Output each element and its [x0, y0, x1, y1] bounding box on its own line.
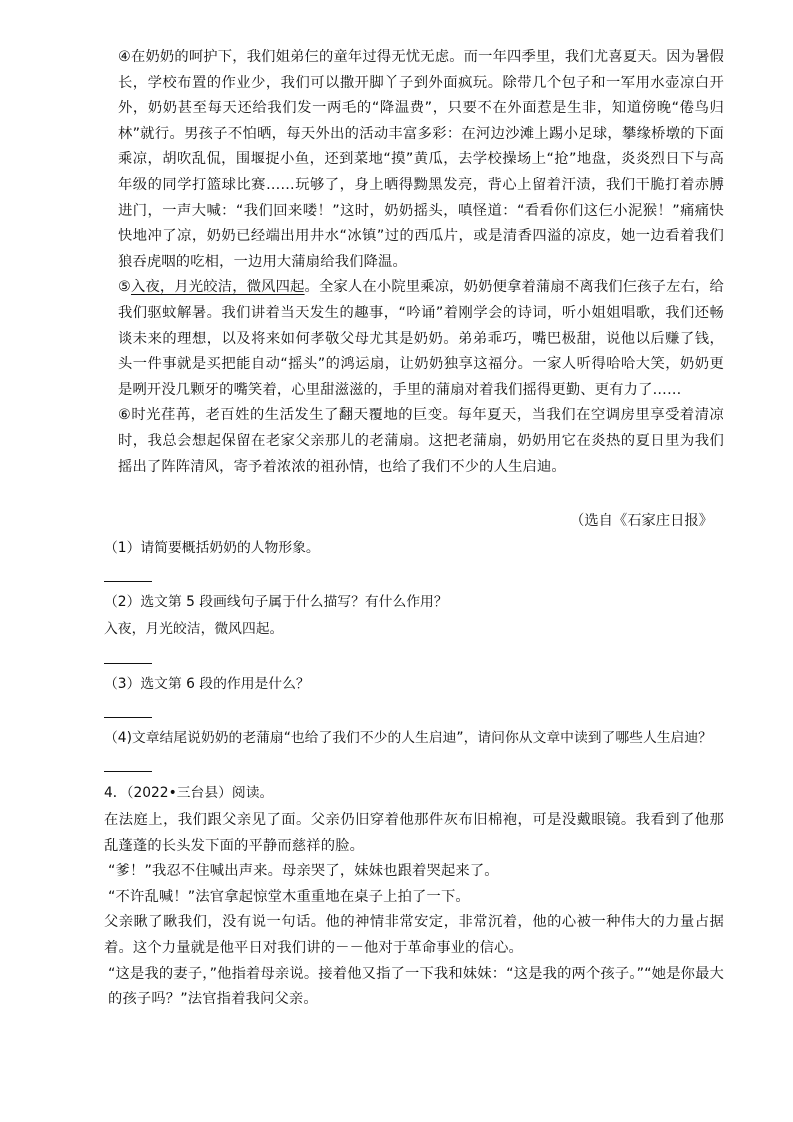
paragraph-5-number: ⑤	[118, 279, 131, 296]
passage-paragraph-5: “这是我的妻子，”他指着母亲说。接着他又指了一下我和妹妹：“这是我的两个孩子。”“她是你最大的孩子吗？”法官指着我问父亲。	[108, 965, 724, 1008]
paragraph-5	[104, 275, 724, 403]
question-1: （1）请简要概括奶奶的人物形象。	[104, 540, 320, 556]
paragraph-6: ⑥时光荏苒，老百姓的生活发生了翻天覆地的巨变。每年夏天，当我们在空调房里享受着清凉时，我总会想起保留在老家父亲那儿的老蒲扇。这把老蒲扇，奶奶用它在炎热的夏日里为我们摇出了阵阵清风，寄予着浓浓的祖孙情，也给了我们不少的人生启迪。	[118, 407, 724, 475]
next-passage	[104, 808, 724, 1013]
passage-paragraph-4: 父亲瞅了瞅我们，没有说一句话。他的神情非常安定，非常沉着，他的心被一种伟大的力量占据着。这个力量就是他平日对我们讲的－－他对于革命事业的信心。	[104, 914, 724, 956]
underlined-sentence: 入夜，月光皎洁，微风四起	[130, 279, 305, 296]
passage-paragraph-1: 在法庭上，我们跟父亲见了面。父亲仍旧穿着他那件灰布旧棉袍，可是没戴眼镜。我看到了他那乱蓬蓬的长头发下面的平静而慈祥的脸。	[104, 812, 724, 854]
question-3: （3）选文第 6 段的作用是什么？	[104, 676, 310, 692]
section-heading: 4．（2022•三台县）阅读。	[104, 785, 274, 801]
article-body	[104, 45, 724, 480]
passage-paragraph-2: “爹！”我忍不住喊出声来。母亲哭了，妹妹也跟着哭起来了。	[108, 863, 499, 880]
question-4: （4)文章结尾说奶奶的老蒲扇“也给了我们不少的人生启迪”，请问你从文章中读到了哪些人生启迪？	[104, 730, 712, 746]
question-2: （2）选文第 5 段画线句子属于什么描写？有什么作用？	[104, 594, 448, 610]
paragraph-5-text: 。全家人在小院里乘凉，奶奶便拿着蒲扇不离我们仨孩子左右，给我们驱蚊解暑。我们讲着当天发生的趣事，“吟诵”着刚学会的诗词，听小姐姐唱歌，我们还畅谈未来的理想，以及将来如何孝敬父母尤其是奶奶。弟弟乖巧，嘴巴极甜，说他以后赚了钱，头一件事就是买把能自动“摇头”的鸿运扇，让奶奶独享这福分。一家人听得哈哈大笑，奶奶更是咧开没几颗牙的嘴笑着，心里甜滋滋的，手里的蒲扇对着我们摇得更勤、更有力了……	[118, 279, 724, 398]
question-2-quote: 入夜，月光皎洁，微风四起。	[104, 621, 284, 637]
answer-blank-3[interactable]	[104, 717, 152, 718]
source-citation: （选自《石家庄日报》	[570, 513, 713, 529]
passage-paragraph-3: “不许乱喊！”法官拿起惊堂木重重地在桌子上拍了一下。	[108, 888, 470, 905]
paragraph-4: ④在奶奶的呵护下，我们姐弟仨的童年过得无忧无虑。而一年四季里，我们尤喜夏天。因为暑假长，学校布置的作业少，我们可以撒开脚丫子到外面疯玩。除带几个包子和一军用水壶凉白开外，奶奶甚至每天还给我们发一两毛的“降温费”，只要不在外面惹是生非，知道傍晚“倦鸟归林”就行。男孩子不怕晒，每天外出的活动丰富多彩：在河边沙滩上踢小足球，攀缘桥墩的下面乘凉，胡吹乱侃，围堰捉小鱼，还到菜地“摸”黄瓜，去学校操场上“抢”地盘，炎炎烈日下与高年级的同学打篮球比赛……玩够了，身上晒得黝黑发亮，背心上留着汗渍，我们干脆打着赤膊进门，一声大喊：“我们回来喽！”这时，奶奶摇头，嗔怪道：“看看你们这仨小泥猴！”痛痛快快地冲了凉，奶奶已经端出用井水“冰镇”过的西瓜片，或是清香四溢的凉皮，她一边看着我们狼吞虎咽的吃相，一边用大蒲扇给我们降温。	[118, 49, 724, 270]
answer-blank-1[interactable]	[104, 581, 152, 582]
answer-blank-2[interactable]	[104, 663, 152, 664]
answer-blank-4[interactable]	[104, 771, 152, 772]
